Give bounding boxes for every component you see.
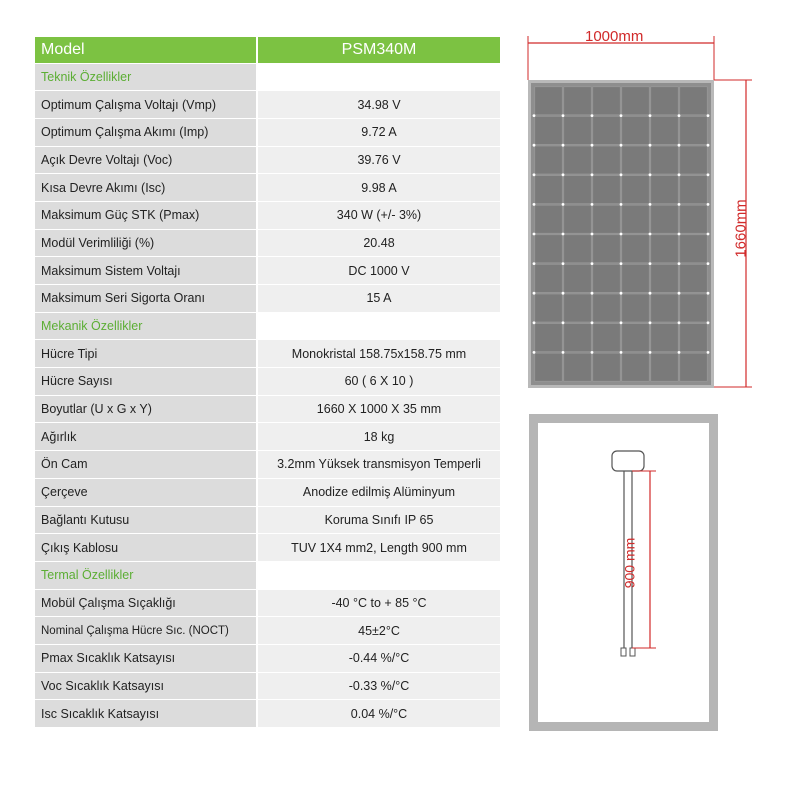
cell-junction-dot (707, 173, 710, 176)
solar-cell (593, 353, 620, 381)
solar-cell (622, 264, 649, 292)
cell-junction-dot (678, 262, 681, 265)
solar-cell (535, 353, 562, 381)
cell-junction-dot (620, 173, 623, 176)
spec-value: Koruma Sınıfı IP 65 (257, 506, 500, 534)
spec-value: 1660 X 1000 X 35 mm (257, 395, 500, 423)
spec-value: 20.48 (257, 229, 500, 257)
solar-cell (535, 294, 562, 322)
solar-cell (622, 87, 649, 115)
spec-label: Nominal Çalışma Hücre Sıc. (NOCT) (35, 617, 257, 645)
solar-cell (680, 205, 707, 233)
solar-cell (564, 116, 591, 144)
solar-cell (680, 324, 707, 352)
cell-junction-dot (562, 203, 565, 206)
solar-cell (622, 235, 649, 263)
solar-cell (651, 264, 678, 292)
cell-junction-dot (649, 203, 652, 206)
cell-junction-dot (678, 173, 681, 176)
solar-cell (535, 205, 562, 233)
spec-value: PSM340M (257, 37, 500, 63)
cell-junction-dot (533, 262, 536, 265)
solar-cell (680, 294, 707, 322)
solar-cell (535, 146, 562, 174)
cell-junction-dot (591, 292, 594, 295)
cell-junction-dot (707, 203, 710, 206)
cell-junction-dot (562, 173, 565, 176)
solar-cell (651, 294, 678, 322)
solar-cell (680, 87, 707, 115)
solar-cell (564, 205, 591, 233)
spec-label: Maksimum Güç STK (Pmax) (35, 201, 257, 229)
cell-junction-dot (649, 292, 652, 295)
solar-cell (593, 235, 620, 263)
cell-junction-dot (649, 173, 652, 176)
spec-value: 45±2°C (257, 617, 500, 645)
solar-cell (564, 176, 591, 204)
spec-label: Ağırlık (35, 423, 257, 451)
cell-junction-dot (678, 351, 681, 354)
spec-label: Isc Sıcaklık Katsayısı (35, 700, 257, 728)
panel-cell-grid (531, 83, 711, 385)
cell-junction-dot (620, 262, 623, 265)
cell-junction-dot (678, 233, 681, 236)
cell-junction-dot (562, 351, 565, 354)
spec-value: 60 ( 6 X 10 ) (257, 368, 500, 396)
cell-junction-dot (707, 144, 710, 147)
cell-junction-dot (707, 292, 710, 295)
spec-label: Optimum Çalışma Akımı (Imp) (35, 118, 257, 146)
solar-cell (622, 176, 649, 204)
spec-label: Açık Devre Voltajı (Voc) (35, 146, 257, 174)
cell-junction-dot (620, 351, 623, 354)
cell-junction-dot (591, 351, 594, 354)
solar-cell (651, 205, 678, 233)
cell-junction-dot (562, 114, 565, 117)
panel-width-label: 1000mm (585, 28, 644, 45)
solar-cell (622, 205, 649, 233)
spec-label: Pmax Sıcaklık Katsayısı (35, 644, 257, 672)
cell-junction-dot (707, 233, 710, 236)
spec-label: Kısa Devre Akımı (Isc) (35, 174, 257, 202)
spec-label: Model (35, 37, 257, 63)
spec-value: DC 1000 V (257, 257, 500, 285)
cell-junction-dot (678, 144, 681, 147)
spec-label: Hücre Sayısı (35, 368, 257, 396)
cell-junction-dot (649, 233, 652, 236)
cell-junction-dot (533, 173, 536, 176)
solar-cell (622, 324, 649, 352)
solar-cell (622, 116, 649, 144)
solar-cell (622, 146, 649, 174)
spec-value: 0.04 %/°C (257, 700, 500, 728)
solar-cell (593, 87, 620, 115)
cell-junction-dot (620, 233, 623, 236)
cell-junction-dot (591, 321, 594, 324)
spec-value: -0.33 %/°C (257, 672, 500, 700)
cell-junction-dot (533, 321, 536, 324)
spec-label: Modül Verimliliği (%) (35, 229, 257, 257)
spec-label: Mobül Çalışma Sıçaklığı (35, 589, 257, 617)
spec-value: -40 °C to + 85 °C (257, 589, 500, 617)
spec-value: TUV 1X4 mm2, Length 900 mm (257, 534, 500, 562)
solar-cell (622, 294, 649, 322)
cell-junction-dot (591, 233, 594, 236)
spec-label: Bağlantı Kutusu (35, 506, 257, 534)
solar-cell (535, 176, 562, 204)
solar-cell (651, 235, 678, 263)
spec-label: Maksimum Seri Sigorta Oranı (35, 285, 257, 313)
solar-cell (593, 294, 620, 322)
solar-cell (651, 353, 678, 381)
solar-cell (593, 205, 620, 233)
solar-cell (651, 146, 678, 174)
solar-cell (593, 264, 620, 292)
cell-junction-dot (678, 321, 681, 324)
solar-cell (564, 146, 591, 174)
cell-junction-dot (707, 114, 710, 117)
solar-cell (680, 116, 707, 144)
solar-cell (535, 87, 562, 115)
solar-cell (564, 324, 591, 352)
solar-cell (651, 116, 678, 144)
cell-junction-dot (678, 203, 681, 206)
cell-junction-dot (533, 114, 536, 117)
cell-junction-dot (562, 233, 565, 236)
spec-value: 340 W (+/- 3%) (257, 201, 500, 229)
cell-junction-dot (707, 351, 710, 354)
cell-junction-dot (562, 292, 565, 295)
solar-cell (651, 324, 678, 352)
cell-junction-dot (591, 262, 594, 265)
cell-junction-dot (533, 203, 536, 206)
cell-junction-dot (620, 321, 623, 324)
spec-label: Optimum Çalışma Voltajı (Vmp) (35, 91, 257, 119)
cable-length-label: 900 mm (621, 537, 638, 589)
solar-cell (564, 264, 591, 292)
cell-junction-dot (649, 114, 652, 117)
cell-junction-dot (533, 292, 536, 295)
spec-label: Voc Sıcaklık Katsayısı (35, 672, 257, 700)
solar-cell (593, 176, 620, 204)
solar-cell (535, 235, 562, 263)
spec-value: 18 kg (257, 423, 500, 451)
panel-back-view (529, 414, 718, 731)
solar-cell (564, 294, 591, 322)
cell-junction-dot (678, 114, 681, 117)
cell-junction-dot (562, 144, 565, 147)
solar-cell (651, 176, 678, 204)
solar-cell (680, 264, 707, 292)
spec-value: 3.2mm Yüksek transmisyon Temperli (257, 451, 500, 479)
solar-cell (680, 353, 707, 381)
cell-junction-dot (591, 203, 594, 206)
cell-junction-dot (649, 351, 652, 354)
spec-label: Teknik Özellikler (35, 63, 257, 91)
cell-junction-dot (562, 262, 565, 265)
cell-junction-dot (620, 203, 623, 206)
spec-value: -0.44 %/°C (257, 644, 500, 672)
cell-junction-dot (678, 292, 681, 295)
solar-cell (535, 324, 562, 352)
panel-height-label: 1660mm (732, 199, 750, 258)
cell-junction-dot (649, 321, 652, 324)
spec-value: 34.98 V (257, 91, 500, 119)
spec-value: 9.98 A (257, 174, 500, 202)
solar-cell (593, 324, 620, 352)
cell-junction-dot (649, 262, 652, 265)
spec-label: Çıkış Kablosu (35, 534, 257, 562)
solar-cell (564, 353, 591, 381)
cell-junction-dot (620, 114, 623, 117)
cell-junction-dot (591, 173, 594, 176)
cell-junction-dot (591, 144, 594, 147)
cell-junction-dot (533, 233, 536, 236)
cell-junction-dot (591, 114, 594, 117)
cell-junction-dot (620, 144, 623, 147)
solar-cell (535, 116, 562, 144)
solar-cell (564, 87, 591, 115)
solar-cell (593, 146, 620, 174)
solar-panel-front (528, 80, 714, 388)
spec-label: Termal Özellikler (35, 561, 257, 589)
spec-label: Hücre Tipi (35, 340, 257, 368)
cell-junction-dot (707, 321, 710, 324)
cell-junction-dot (533, 351, 536, 354)
cell-junction-dot (620, 292, 623, 295)
solar-cell (680, 176, 707, 204)
spec-value: 15 A (257, 285, 500, 313)
solar-cell (680, 146, 707, 174)
spec-label: Maksimum Sistem Voltajı (35, 257, 257, 285)
spec-label: Çerçeve (35, 478, 257, 506)
spec-label: Boyutlar (U x G x Y) (35, 395, 257, 423)
solar-cell (680, 235, 707, 263)
cell-junction-dot (562, 321, 565, 324)
spec-value: Anodize edilmiş Alüminyum (257, 478, 500, 506)
solar-cell (593, 116, 620, 144)
spec-value: 39.76 V (257, 146, 500, 174)
solar-cell (535, 264, 562, 292)
cell-junction-dot (649, 144, 652, 147)
solar-cell (651, 87, 678, 115)
solar-cell (564, 235, 591, 263)
spec-label: Ön Cam (35, 451, 257, 479)
spec-value: Monokristal 158.75x158.75 mm (257, 340, 500, 368)
spec-label: Mekanik Özellikler (35, 312, 257, 340)
spec-value: 9.72 A (257, 118, 500, 146)
solar-cell (622, 353, 649, 381)
cell-junction-dot (707, 262, 710, 265)
cell-junction-dot (533, 144, 536, 147)
